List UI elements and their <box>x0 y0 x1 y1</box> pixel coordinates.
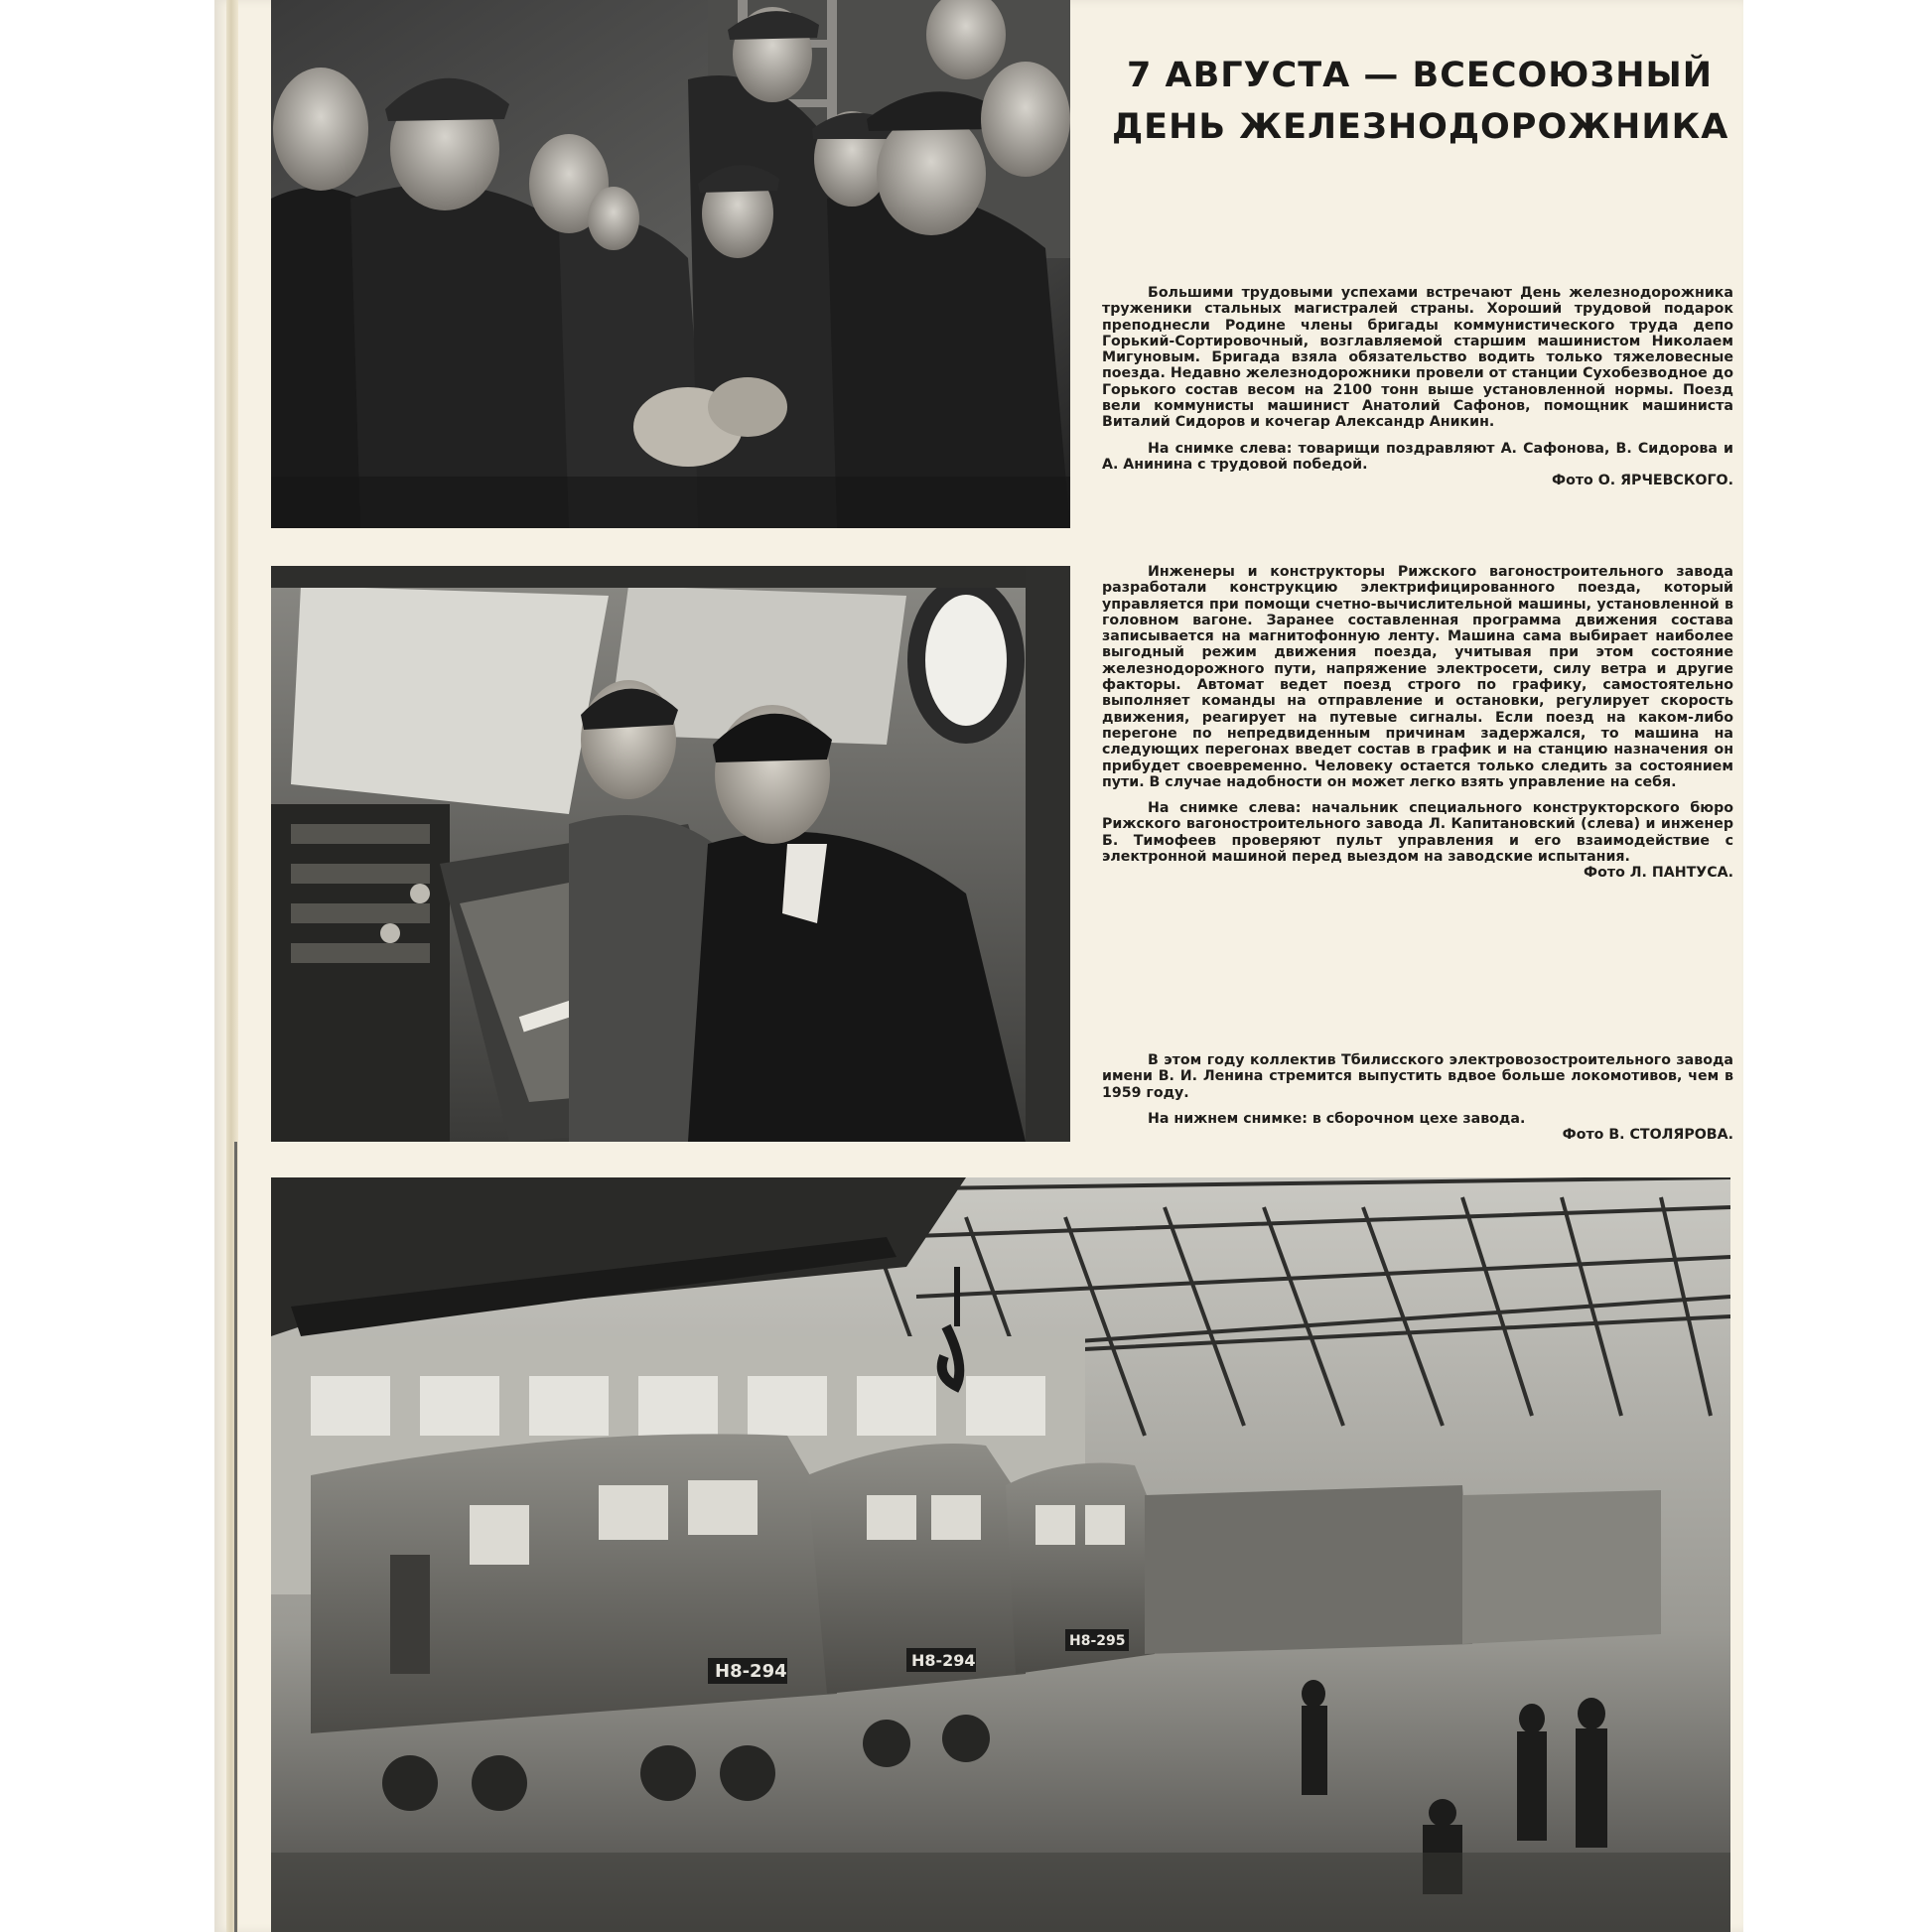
body-paragraph: Большими трудовыми успехами встречают День железнодорожника труженики стальных магистралей страны. Хороший трудовой подарок преподнесли Родине члены бригады коммунистического труда депо Горький-Сортировочный, возглавляемой старшим машинистом Николаем Мигуновым. Бригада взяла обязательство водить только тяжеловесные поезда. Недавно железнодорожники провели от станции Сухобезводное до Горького состав весом на 2100 тонн выше установленной нормы. Поезд вели коммунисты машинист Анатолий Сафонов, помощник машиниста Виталий Сидоров и кочегар Александр Аникин. <box>1102 285 1733 431</box>
photo-credit: Фото В. СТОЛЯРОВА. <box>1562 1127 1733 1144</box>
photo-locomotive-assembly-hall <box>271 1177 1730 1932</box>
photo-caption: На снимке слева: товарищи поздравляют А. Сафонова, В. Сидорова и А. Анинина с трудовой победой. <box>1102 440 1733 473</box>
photo-caption: На снимке слева: начальник специального конструкторского бюро Рижского вагоностроительного завода Л. Капитановский (слева) и инженер Б. Тимофеев проверяют пульт управления и его взаимодействие с электронной машиной перед выездом на заводские испытания. <box>1102 800 1733 866</box>
body-paragraph: В этом году коллектив Тбилисского электровозостроительного завода имени В. И. Ленина стремится выпустить вдвое больше локомотивов, чем в 1959 году. <box>1102 1052 1733 1101</box>
article-title <box>1112 50 1727 153</box>
photo-caption: На нижнем снимке: в сборочном цехе завода. <box>1148 1110 1526 1127</box>
text-block-tbilisi-plant <box>1102 1052 1733 1143</box>
photo-assembly-hall-illustration <box>271 1177 1730 1932</box>
loco-number-3: Н8-295 <box>1069 1633 1126 1649</box>
text-block-riga-plant <box>1102 564 1733 882</box>
photo-credit: Фото О. ЯРЧЕВСКОГО. <box>1552 473 1733 489</box>
page-fold-line <box>234 1142 237 1932</box>
title-line-1: 7 АВГУСТА — ВСЕСОЮЗНЫЙ <box>1126 56 1714 95</box>
text-block-railwaymen <box>1102 285 1733 489</box>
title-line-2: ДЕНЬ ЖЕЛЕЗНОДОРОЖНИКА <box>1112 107 1729 147</box>
photo-credit: Фото Л. ПАНТУСА. <box>1584 865 1733 882</box>
loco-number-1: Н8-294 <box>715 1661 787 1682</box>
photo-workers-congratulating <box>271 0 1070 528</box>
photo-workers-illustration <box>271 0 1070 528</box>
photo-engineers-control-panel <box>271 566 1070 1142</box>
loco-number-2: Н8-294 <box>911 1651 976 1670</box>
body-paragraph: Инженеры и конструкторы Рижского вагоностроительного завода разработали конструкцию электрифицированного поезда, который управляется при помощи счетно-вычислительной машины, установленной в головном вагоне. Заранее составленная программа движения состава записывается на магнитофонную ленту. Машина сама выбирает наиболее выгодный режим движения поезда, учитывая при этом состояние железнодорожного пути, напряжение электросети, силу ветра и другие факторы. Автомат ведет поезд строго по графику, самостоятельно выполняет команды на отправление и остановки, регулирует скорость движения, реагирует на путевые сигналы. Если поезд на каком-либо перегоне по непредвиденным причинам задержался, то машина на следующих перегонах введет состав в график и на станцию назначения он прибудет своевременно. Человеку остается только следить за состоянием пути. В случае надобности он может легко взять управление на себя. <box>1102 564 1733 790</box>
photo-control-panel-illustration <box>271 566 1070 1142</box>
